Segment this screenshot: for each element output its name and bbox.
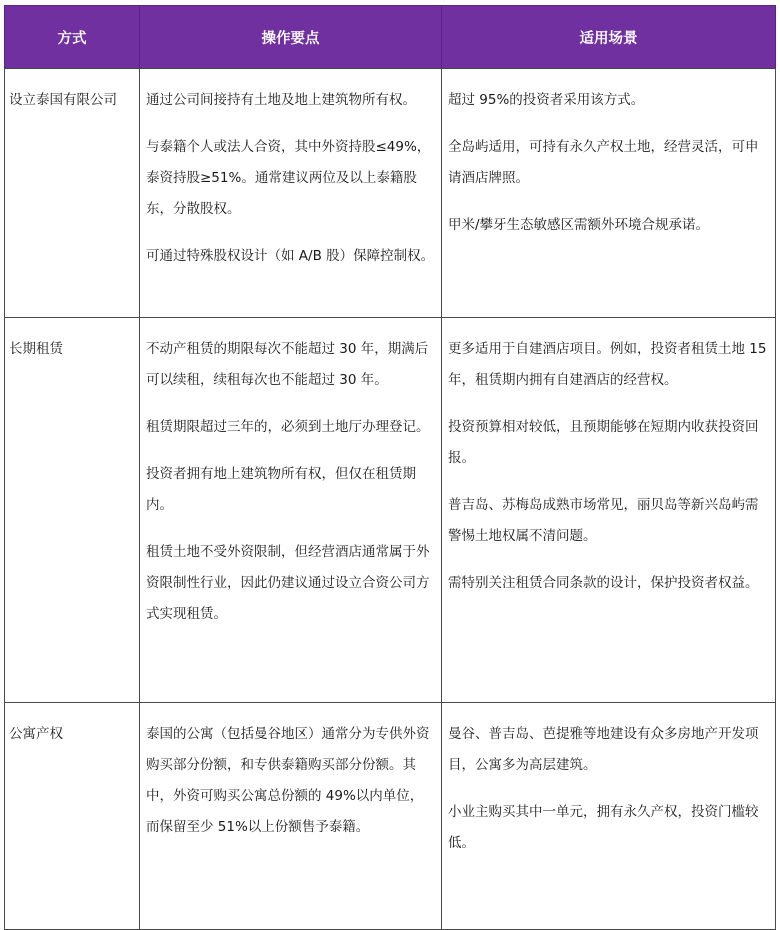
way-cell: 公寓产权 (5, 703, 140, 930)
scene-paragraph: 更多适用于自建酒店项目。例如，投资者租赁土地 15 年，租赁期内拥有自建酒店的经营权。 (448, 341, 767, 388)
investment-methods-table (4, 5, 776, 930)
header-way: 方式 (5, 6, 140, 69)
scenes-cell (442, 703, 776, 930)
header-points: 操作要点 (140, 6, 442, 69)
scenes-cell (442, 318, 776, 703)
header-scenes: 适用场景 (442, 6, 776, 69)
point-paragraph: 与泰籍个人或法人合资，其中外资持股≤49%，泰资持股≥51%。通常建议两位及以上泰籍股东，分散股权。 (146, 139, 431, 217)
scenes-cell (442, 69, 776, 318)
table-row (5, 318, 776, 703)
points-cell (140, 318, 442, 703)
points-cell (140, 69, 442, 318)
scene-paragraph: 超过 95%的投资者采用该方式。 (448, 92, 645, 108)
scene-paragraph: 投资预算相对较低，且预期能够在短期内收获投资回报。 (448, 419, 759, 466)
point-paragraph: 通过公司间接持有土地及地上建筑物所有权。 (146, 92, 416, 108)
way-cell: 长期租赁 (5, 318, 140, 703)
table-row (5, 703, 776, 930)
scene-paragraph: 普吉岛、苏梅岛成熟市场常见，丽贝岛等新兴岛屿需警惕土地权属不清问题。 (448, 497, 759, 544)
point-paragraph: 租赁期限超过三年的，必须到土地厅办理登记。 (146, 419, 430, 435)
point-paragraph: 租赁土地不受外资限制，但经营酒店通常属于外资限制性行业，因此仍建议通过设立合资公司方式实现租赁。 (146, 544, 430, 622)
point-paragraph: 投资者拥有地上建筑物所有权，但仅在租赁期内。 (146, 466, 416, 513)
way-cell: 设立泰国有限公司 (5, 69, 140, 318)
scene-paragraph: 全岛屿适用，可持有永久产权土地，经营灵活，可申请酒店牌照。 (448, 139, 759, 186)
scene-paragraph: 甲米/攀牙生态敏感区需额外环境合规承诺。 (448, 217, 710, 233)
point-paragraph: 可通过特殊股权设计（如 A/B 股）保障控制权。 (146, 248, 435, 264)
scene-paragraph: 需特别关注租赁合同条款的设计，保护投资者权益。 (448, 575, 759, 591)
scene-paragraph: 曼谷、普吉岛、芭提雅等地建设有众多房地产开发项目，公寓多为高层建筑。 (448, 726, 759, 773)
scene-paragraph: 小业主购买其中一单元，拥有永久产权，投资门槛较低。 (448, 804, 759, 851)
point-paragraph: 不动产租赁的期限每次不能超过 30 年，期满后可以续租，续租每次也不能超过 30 年。 (146, 341, 429, 388)
table-row (5, 69, 776, 318)
header-row (5, 6, 776, 69)
points-cell (140, 703, 442, 930)
point-paragraph: 泰国的公寓（包括曼谷地区）通常分为专供外资购买部分份额，和专供泰籍购买部分份额。其中，外资可购买公寓总份额的 49%以内单位，而保留至少 51%以上份额售予泰籍。 (146, 726, 430, 835)
